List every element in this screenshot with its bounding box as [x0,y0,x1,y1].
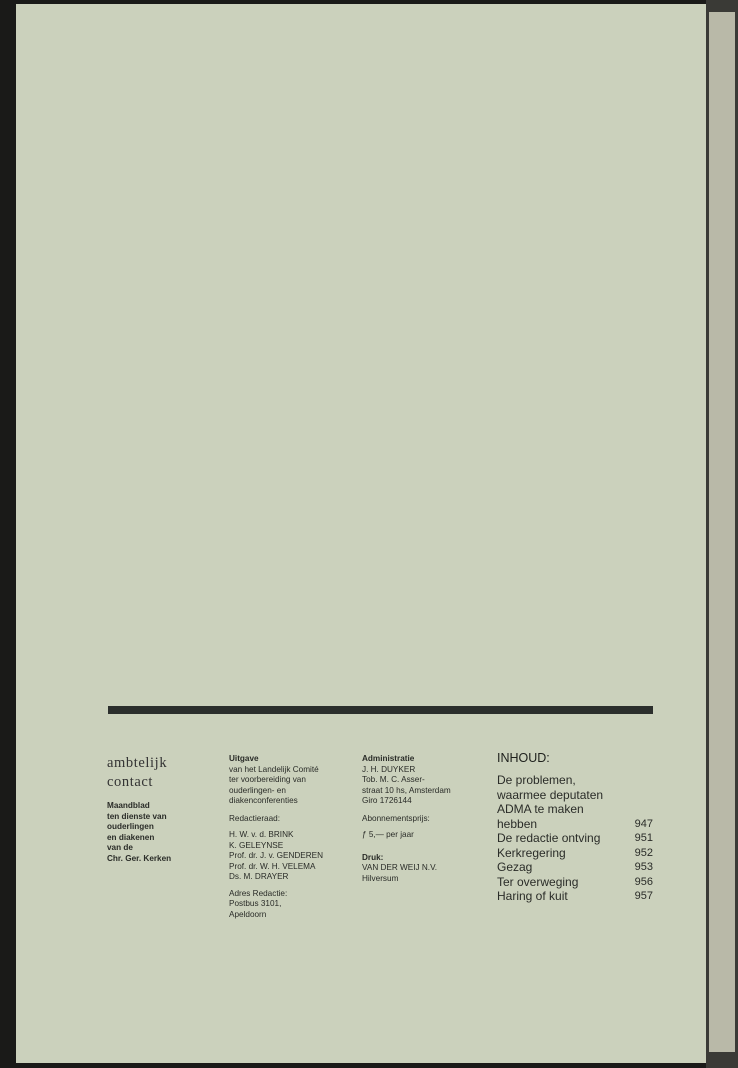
redactieraad-member: H. W. v. d. BRINK [229,830,294,839]
toc-item-page: 953 [634,861,653,873]
uitgave-column [229,754,354,920]
druk-line: Hilversum [362,873,399,883]
adres-line: Postbus 3101, [229,899,282,908]
abonnement-label: Abonnementsprijs: [362,813,430,823]
administratie-heading: Administratie [362,754,415,763]
toc-intro-line: ADMA te maken [497,802,584,816]
toc-intro-line: waarmee deputaten [497,787,604,802]
toc-item-page: 952 [634,846,653,859]
uitgave-line: ouderlingen- en [229,785,286,795]
subtitle-line: Maandblad [107,801,150,810]
table-of-contents [497,750,653,904]
page-edge [706,0,738,1068]
subtitle-line: en diakenen [107,832,155,842]
uitgave-line: ter voorbereiding van [229,775,306,784]
toc-item-title: Kerkregering [497,845,566,860]
toc-item-title: Gezag [497,860,533,874]
redactieraad-member: K. GELEYNSE [229,840,284,850]
toc-item [497,846,653,861]
abonnement-price: ƒ 5,— per jaar [362,830,414,839]
adres-label: Adres Redactie: [229,888,288,898]
toc-list [497,773,653,904]
administratie-line: Tob. M. C. Asser- [362,775,425,784]
toc-item-title: hebben [497,816,538,831]
subtitle-line: ouderlingen [107,822,154,831]
toc-item [497,831,653,846]
toc-item-title: Ter overweging [497,874,579,889]
uitgave-line: van het Landelijk Comité [229,764,319,774]
redactieraad-member: Prof. dr. J. v. GENDEREN [229,851,324,860]
toc-item-title: De redactie ontving [497,831,601,845]
toc-item [497,817,653,832]
subtitle-line: van de [107,843,133,852]
toc-item [497,875,653,890]
masthead-title-line1: ambtelijk [107,755,168,771]
divider-bar [108,706,653,714]
toc-item-title: Haring of kuit [497,889,568,903]
druk-line: VAN DER WEIJ N.V. [362,863,438,872]
administratie-line: straat 10 hs, Amsterdam [362,785,451,795]
redactieraad-label: Redactieraad: [229,813,280,823]
toc-item-page: 956 [634,875,653,888]
redactieraad-member: Prof. dr. W. H. VELEMA [229,861,316,871]
subtitle-line: ten dienste van [107,811,167,821]
document-page [16,4,706,1063]
toc-item [497,860,653,875]
subtitle-line: Chr. Ger. Kerken [107,853,172,863]
toc-item-page: 947 [634,817,653,830]
redactieraad-member: Ds. M. DRAYER [229,872,289,881]
druk-label: Druk: [362,852,384,862]
adjacent-page [709,12,735,1052]
adres-line: Apeldoorn [229,909,267,919]
masthead-subtitle [107,801,217,864]
administratie-column [362,754,482,884]
toc-heading: INHOUD: [497,751,550,765]
toc-item [497,889,653,904]
administratie-line: J. H. DUYKER [362,764,416,774]
administratie-line: Giro 1726144 [362,796,412,805]
uitgave-heading: Uitgave [229,754,259,763]
masthead [107,754,217,864]
toc-item-page: 951 [634,832,653,844]
masthead-title-line2: contact [107,774,154,790]
toc-item-page: 957 [634,890,653,902]
uitgave-line: diakenconferenties [229,796,298,805]
toc-intro-line: De problemen, [497,773,576,787]
